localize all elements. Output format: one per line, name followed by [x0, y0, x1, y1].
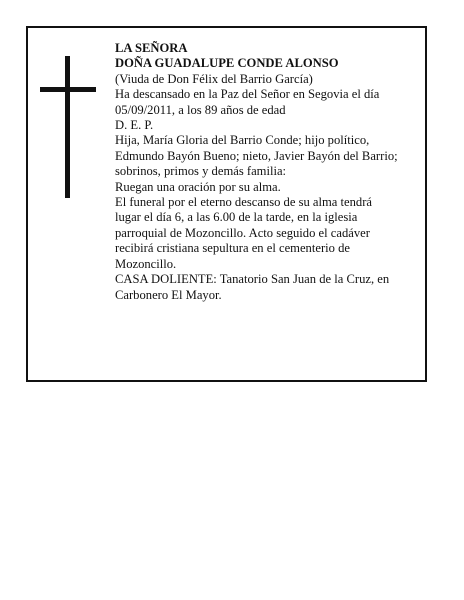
rip-line: D. E. P.: [115, 118, 154, 133]
widow-line: (Viuda de Don Félix del Barrio García): [115, 71, 313, 86]
cross-icon-horizontal-bar: [40, 87, 96, 92]
cross-icon-vertical-bar: [65, 56, 70, 198]
family-line-1: Hija, María Gloria del Barrio Conde; hijo político,: [115, 133, 370, 148]
funeral-line-5: Mozoncillo.: [115, 256, 177, 271]
prayer-line: Ruegan una oración por su alma.: [115, 179, 281, 194]
funeral-line-4: recibirá cristiana sepultura en el cementerio de: [115, 241, 350, 256]
obituary-notice: [26, 26, 427, 382]
notice-title: LA SEÑORA: [115, 41, 188, 55]
funeral-line-3: parroquial de Mozoncillo. Acto seguido el cadáver: [115, 225, 370, 240]
death-line-1: Ha descansado en la Paz del Señor en Segovia el día: [115, 87, 380, 102]
home-line-2: Carbonero El Mayor.: [115, 287, 222, 302]
death-line-2: 05/09/2011, a los 89 años de edad: [115, 102, 286, 117]
home-line-1: CASA DOLIENTE: Tanatorio San Juan de la Cruz, en: [115, 272, 390, 287]
family-line-2: Edmundo Bayón Bueno; nieto, Javier Bayón del Barrio;: [115, 148, 398, 163]
notice-text: [115, 41, 415, 303]
deceased-name: DOÑA GUADALUPE CONDE ALONSO: [115, 56, 339, 71]
family-line-3: sobrinos, primos y demás familia:: [115, 164, 287, 179]
funeral-line-2: lugar el día 6, a las 6.00 de la tarde, en la iglesia: [115, 210, 358, 225]
funeral-line-1: El funeral por el eterno descanso de su alma tendrá: [115, 195, 373, 210]
